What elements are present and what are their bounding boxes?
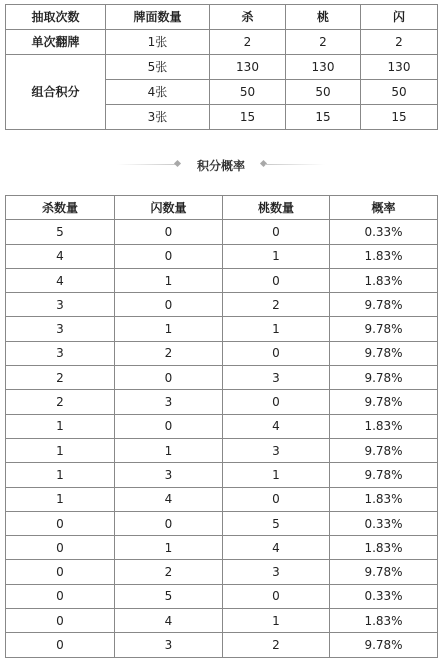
sha-count-cell: 3 — [6, 341, 115, 365]
header-tao-count: 桃数量 — [223, 196, 330, 220]
tao-count-cell: 4 — [223, 414, 330, 438]
shan-count-cell: 2 — [115, 341, 223, 365]
probability-cell: 1.83% — [330, 487, 438, 511]
probability-row — [6, 268, 438, 292]
tao-count-cell: 0 — [223, 341, 330, 365]
single-flip-count: 1张 — [106, 30, 210, 55]
shan-count-cell: 0 — [115, 244, 223, 268]
header-card-count: 牌面数量 — [106, 5, 210, 30]
probability-row — [6, 220, 438, 244]
sha-count-cell: 2 — [6, 366, 115, 390]
probability-row — [6, 244, 438, 268]
probability-row — [6, 341, 438, 365]
tao-count-cell: 0 — [223, 268, 330, 292]
shan-count-cell: 3 — [115, 633, 223, 657]
sha-count-cell: 1 — [6, 463, 115, 487]
header-tao: 桃 — [286, 5, 361, 30]
probability-row — [6, 293, 438, 317]
header-shan: 闪 — [361, 5, 438, 30]
probability-cell: 9.78% — [330, 293, 438, 317]
single-flip-sha: 2 — [210, 30, 286, 55]
sha-count-cell: 5 — [6, 220, 115, 244]
sha-count-cell: 0 — [6, 536, 115, 560]
combo-sha: 50 — [210, 80, 286, 105]
shan-count-cell: 0 — [115, 414, 223, 438]
shan-count-cell: 5 — [115, 584, 223, 608]
sha-count-cell: 3 — [6, 293, 115, 317]
sha-count-cell: 4 — [6, 268, 115, 292]
combo-tao: 15 — [286, 105, 361, 130]
sha-count-cell: 4 — [6, 244, 115, 268]
tao-count-cell: 3 — [223, 438, 330, 462]
probability-row — [6, 609, 438, 633]
title-divider-right — [265, 164, 325, 165]
shan-count-cell: 1 — [115, 268, 223, 292]
combo-count: 3张 — [106, 105, 210, 130]
probability-cell: 1.83% — [330, 268, 438, 292]
probability-cell: 0.33% — [330, 584, 438, 608]
shan-count-cell: 4 — [115, 487, 223, 511]
combo-shan: 15 — [361, 105, 438, 130]
probability-cell: 1.83% — [330, 414, 438, 438]
probability-row — [6, 390, 438, 414]
shan-count-cell: 0 — [115, 293, 223, 317]
tao-count-cell: 5 — [223, 511, 330, 535]
probability-row — [6, 366, 438, 390]
section-title-probability — [0, 156, 442, 174]
tao-count-cell: 4 — [223, 536, 330, 560]
combo-count: 5张 — [106, 55, 210, 80]
combo-count: 4张 — [106, 80, 210, 105]
probability-row — [6, 536, 438, 560]
tao-count-cell: 3 — [223, 366, 330, 390]
shan-count-cell: 2 — [115, 560, 223, 584]
probability-row — [6, 487, 438, 511]
probability-cell: 9.78% — [330, 390, 438, 414]
tao-count-cell: 1 — [223, 609, 330, 633]
probability-cell: 0.33% — [330, 511, 438, 535]
sha-count-cell: 1 — [6, 438, 115, 462]
header-sha: 杀 — [210, 5, 286, 30]
tao-count-cell: 0 — [223, 584, 330, 608]
probability-row — [6, 438, 438, 462]
probability-table — [5, 195, 438, 658]
tao-count-cell: 1 — [223, 244, 330, 268]
shan-count-cell: 0 — [115, 220, 223, 244]
probability-cell: 1.83% — [330, 536, 438, 560]
probability-cell: 0.33% — [330, 220, 438, 244]
probability-row — [6, 633, 438, 657]
probability-cell: 9.78% — [330, 317, 438, 341]
header-draw-count: 抽取次数 — [6, 5, 106, 30]
probability-header-row — [6, 196, 438, 220]
single-flip-row — [6, 30, 438, 55]
single-flip-tao: 2 — [286, 30, 361, 55]
tao-count-cell: 2 — [223, 633, 330, 657]
sha-count-cell: 0 — [6, 584, 115, 608]
tao-count-cell: 0 — [223, 390, 330, 414]
combo-shan: 130 — [361, 55, 438, 80]
single-flip-shan: 2 — [361, 30, 438, 55]
probability-row — [6, 414, 438, 438]
header-probability: 概率 — [330, 196, 438, 220]
combo-shan: 50 — [361, 80, 438, 105]
combo-score-label: 组合积分 — [6, 55, 106, 130]
probability-cell: 9.78% — [330, 341, 438, 365]
shan-count-cell: 0 — [115, 366, 223, 390]
shan-count-cell: 1 — [115, 536, 223, 560]
tao-count-cell: 1 — [223, 317, 330, 341]
combo-tao: 130 — [286, 55, 361, 80]
sha-count-cell: 1 — [6, 414, 115, 438]
probability-cell: 9.78% — [330, 633, 438, 657]
probability-cell: 9.78% — [330, 366, 438, 390]
sha-count-cell: 2 — [6, 390, 115, 414]
shan-count-cell: 1 — [115, 438, 223, 462]
header-sha-count: 杀数量 — [6, 196, 115, 220]
tao-count-cell: 3 — [223, 560, 330, 584]
probability-cell: 9.78% — [330, 463, 438, 487]
shan-count-cell: 0 — [115, 511, 223, 535]
tao-count-cell: 0 — [223, 220, 330, 244]
sha-count-cell: 0 — [6, 560, 115, 584]
sha-count-cell: 1 — [6, 487, 115, 511]
shan-count-cell: 3 — [115, 390, 223, 414]
shan-count-cell: 1 — [115, 317, 223, 341]
header-shan-count: 闪数量 — [115, 196, 223, 220]
score-table — [5, 4, 438, 130]
probability-row — [6, 584, 438, 608]
probability-cell: 1.83% — [330, 244, 438, 268]
probability-cell: 1.83% — [330, 609, 438, 633]
combo-sha: 130 — [210, 55, 286, 80]
section-title-text: 积分概率 — [196, 159, 245, 173]
sha-count-cell: 0 — [6, 511, 115, 535]
tao-count-cell: 2 — [223, 293, 330, 317]
probability-row — [6, 463, 438, 487]
probability-row — [6, 511, 438, 535]
combo-sha: 15 — [210, 105, 286, 130]
probability-cell: 9.78% — [330, 560, 438, 584]
score-header-row — [6, 5, 438, 30]
shan-count-cell: 4 — [115, 609, 223, 633]
tao-count-cell: 1 — [223, 463, 330, 487]
combo-row — [6, 55, 438, 80]
probability-cell: 9.78% — [330, 438, 438, 462]
sha-count-cell: 0 — [6, 633, 115, 657]
probability-row — [6, 560, 438, 584]
sha-count-cell: 3 — [6, 317, 115, 341]
single-flip-label: 单次翻牌 — [6, 30, 106, 55]
tao-count-cell: 0 — [223, 487, 330, 511]
combo-tao: 50 — [286, 80, 361, 105]
sha-count-cell: 0 — [6, 609, 115, 633]
shan-count-cell: 3 — [115, 463, 223, 487]
probability-row — [6, 317, 438, 341]
